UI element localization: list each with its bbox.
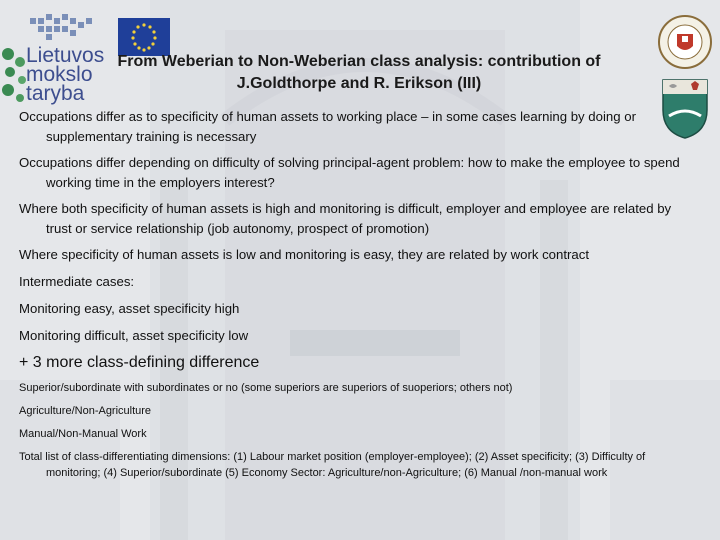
para-manual-work: Manual/Non-Manual Work xyxy=(19,428,147,440)
para-work-contract: Where specificity of human assets is low and monitoring is easy, they are related by work contract xyxy=(19,247,589,262)
para-monitoring-easy: Monitoring easy, asset specificity high xyxy=(19,301,240,316)
slide-title-line-1: From Weberian to Non-Weberian class analysis: contribution of xyxy=(117,53,601,70)
para-agriculture: Agriculture/Non-Agriculture xyxy=(19,405,152,417)
para-intermediate-cases: Intermediate cases: xyxy=(19,274,135,289)
lms-word-2: mokslo xyxy=(26,63,93,86)
para-monitoring-difficult: Monitoring difficult, asset specificity low xyxy=(19,328,249,343)
para-superior-subordinate: Superior/subordinate with subordinates or no (some superiors are superiors of suoperiors; others not) xyxy=(19,382,513,394)
para-principal-agent: Occupations differ depending on difficulty of solving principal-agent problem: how to make the employee to spend working time in the employers interest? xyxy=(19,155,680,190)
lms-wordmark xyxy=(26,46,104,103)
slide-body xyxy=(19,107,687,481)
slide-title xyxy=(95,51,623,95)
lms-grid-mark xyxy=(28,12,108,46)
para-asset-specificity: Occupations differ as to specificity of human assets to working place – in some cases learning by doing or supplementary training is necessary xyxy=(19,109,636,144)
para-more-differences: + 3 more class-defining difference xyxy=(19,354,260,371)
para-service-relationship: Where both specificity of human assets is high and monitoring is difficult, employer and employee are related by trust or service relationship (job autonomy, prospect of promotion) xyxy=(19,201,672,236)
lms-word-3: taryba xyxy=(26,82,85,105)
slide-title-line-2: J.Goldthorpe and R. Erikson (III) xyxy=(236,75,482,92)
para-total-list: Total list of class-differentiating dimensions: (1) Labour market position (employer-employee); (2) Asset specificity; (3) Difficulty of monitoring; (4) Superior/subordinate (5) Economy Sector: Agriculture/non-Agriculture; (6) Manual /non-manual work xyxy=(19,451,646,479)
lms-word-1: Lietuvos xyxy=(26,44,105,67)
